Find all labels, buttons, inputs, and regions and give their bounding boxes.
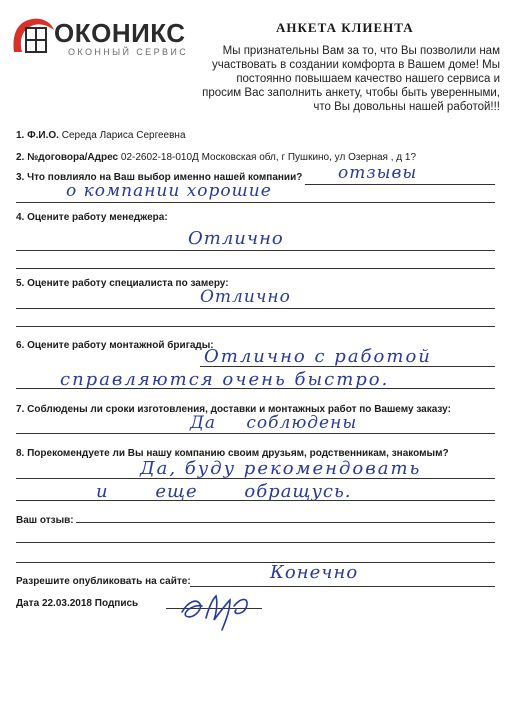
answer-line: [305, 184, 495, 185]
answer-8-line-2: и еще обращусь.: [96, 481, 352, 502]
window-logo-icon: [10, 16, 56, 56]
publish-answer: Конечно: [270, 562, 359, 583]
question-5-label: 5. Оцените работу специалиста по замеру:: [16, 278, 229, 289]
answer-3-line-1: отзывы: [338, 163, 418, 183]
question-4-label: 4. Оцените работу менеджера:: [16, 212, 168, 223]
question-8-label: 8. Порекомендуете ли Вы нашу компанию своим друзьям, родственникам, знакомым?: [16, 448, 449, 459]
date-field: [16, 598, 138, 609]
answer-line: [16, 433, 495, 434]
intro-text: Мы признательны Вам за то, что Вы позволили нам участвовать в создании комфорта в Вашем доме! Мы постоянно повышаем качество нашего сервиса и просим Вас заполнить анкету, чтобы быть уверенными, что Вы довольны нашей работой!!!: [202, 45, 500, 113]
review-line: [76, 522, 495, 523]
date-label: Дата: [16, 598, 40, 609]
company-logo: [10, 12, 200, 62]
question-2-label: 2. №договора/Адрес: [16, 152, 119, 163]
question-1-label: 1. Ф.И.О.: [16, 130, 59, 141]
answer-8-line-1: Да, буду рекомендовать: [140, 458, 422, 479]
form-title: АНКЕТА КЛИЕНТА: [276, 20, 414, 35]
answer-line: [16, 308, 495, 309]
handwritten-signature: [176, 590, 256, 632]
signature-label: Подпись: [94, 598, 139, 609]
answer-line: [16, 326, 495, 327]
date-value: 22.03.2018: [41, 598, 92, 609]
contract-address: 02-2602-18-010Д Московская обл, г Пушкино, ул Озерная , д 1?: [120, 152, 417, 163]
answer-line: [16, 268, 495, 269]
publish-label: Разрешите опубликовать на сайте:: [16, 576, 191, 587]
answer-4: Отлично: [188, 228, 284, 249]
answer-line: [16, 202, 495, 203]
question-2: [16, 152, 416, 163]
answer-5: Отлично: [200, 287, 291, 307]
review-label: Ваш отзыв:: [16, 515, 74, 526]
answer-line: [16, 250, 495, 251]
question-7-label: 7. Соблюдены ли сроки изготовления, доставки и монтажных работ по Вашему заказу:: [16, 404, 451, 415]
client-name: Середа Лариса Сергеевна: [61, 130, 186, 141]
brand-tagline: ОКОННЫЙ СЕРВИС: [68, 47, 189, 57]
answer-3-line-2: о компании хорошие: [66, 181, 272, 201]
review-line: [16, 542, 495, 543]
question-1: [16, 130, 186, 141]
answer-6-line-2: справляются очень быстро.: [60, 369, 390, 390]
answer-line: [190, 586, 495, 587]
brand-name: ОКОНИКС: [54, 18, 186, 48]
question-3-label: 3. Что повлияло на Ваш выбор именно нашей компании?: [16, 172, 303, 183]
answer-7: Да соблюдены: [190, 413, 358, 433]
review-line: [16, 562, 495, 563]
answer-6-line-1: Отлично с работой: [204, 346, 432, 367]
question-6-label: 6. Оцените работу монтажной бригады:: [16, 340, 214, 351]
